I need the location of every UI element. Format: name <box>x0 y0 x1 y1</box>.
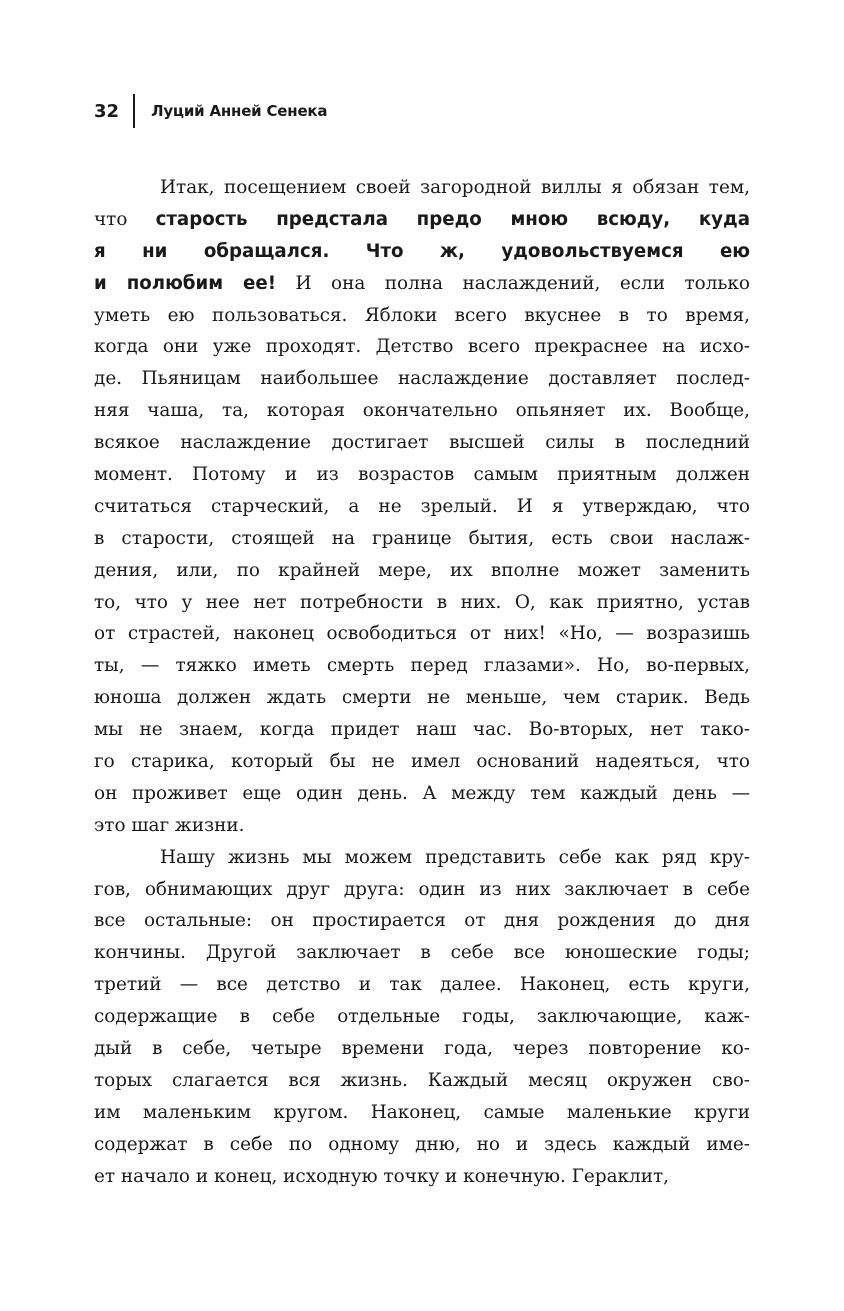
text-line <box>94 969 750 1001</box>
text-run: это шаг жизни. <box>94 814 245 836</box>
text-line <box>94 459 750 491</box>
text-run: кончины. Другой заключает в себе все юношеские годы; <box>94 942 750 964</box>
text-line <box>94 427 750 459</box>
text-run: няя чаша, та, которая окончательно опьяняет их. Вообще, <box>94 400 750 422</box>
text-line <box>94 618 750 650</box>
text-line <box>94 331 750 363</box>
text-line <box>94 682 750 714</box>
text-line <box>94 810 750 842</box>
text-run: го старика, который бы не имел оснований надеяться, что <box>94 751 750 773</box>
text-line <box>94 555 750 587</box>
text-line <box>94 905 750 937</box>
text-run: Итак, посещением своей загородной виллы я обязан тем, <box>160 177 750 198</box>
text-line <box>94 300 750 332</box>
text-run: третий — все детство и так далее. Наконец, есть круги, <box>94 974 750 996</box>
text-line <box>94 650 750 682</box>
paragraph <box>94 172 750 842</box>
running-title: Луций Анней Сенека <box>151 102 328 120</box>
text-run: гов, обнимающих друг друга: один из них заключает в себе <box>94 878 750 900</box>
text-line <box>94 268 750 300</box>
text-run: то, что у нее нет потребности в них. О, как приятно, устав <box>94 591 750 613</box>
text-run: в старости, стоящей на границе бытия, есть свои наслаж- <box>94 527 750 549</box>
text-line <box>94 1129 750 1161</box>
bold-text-run: и полюбим ее! <box>94 272 277 294</box>
text-run: всякое наслаждение достигает высшей силы в последний <box>94 432 750 454</box>
paragraph <box>94 842 750 1193</box>
body-text <box>94 172 750 1193</box>
text-line <box>94 937 750 969</box>
text-run: ет начало и конец, исходную точку и конечную. Гераклит, <box>94 1165 670 1187</box>
text-line <box>94 587 750 619</box>
text-run: уметь ею пользоваться. Яблоки всего вкуснее в то время, <box>94 304 750 326</box>
text-line <box>94 363 750 395</box>
text-run: когда они уже проходят. Детство всего прекраснее на исхо- <box>94 336 750 358</box>
bold-text-run: старость предстала предо мною всюду, куда <box>155 208 750 230</box>
text-run: им маленьким кругом. Наконец, самые маленькие круги <box>94 1101 750 1123</box>
page-number: 32 <box>94 100 120 122</box>
text-line <box>94 1001 750 1033</box>
text-line <box>94 1065 750 1097</box>
text-line <box>94 778 750 810</box>
text-line <box>94 714 750 746</box>
text-run: Нашу жизнь мы можем представить себе как ряд кру- <box>160 846 750 868</box>
text-run: торых слагается вся жизнь. Каждый месяц окружен сво- <box>94 1069 750 1091</box>
text-run: юноша должен ждать смерти не меньше, чем старик. Ведь <box>94 687 750 709</box>
text-line <box>94 236 750 268</box>
text-line <box>94 874 750 906</box>
text-line <box>94 1033 750 1065</box>
text-line <box>94 172 750 204</box>
text-line <box>94 1161 750 1193</box>
text-line <box>94 395 750 427</box>
running-header <box>94 94 327 128</box>
text-run: содержащие в себе отдельные годы, заключающие, каж- <box>94 1006 750 1028</box>
text-run: момент. Потому и из возрастов самым приятным должен <box>94 464 750 486</box>
header-divider <box>133 94 135 128</box>
text-run: от страстей, наконец освободиться от них! «Но, — возразишь <box>94 623 750 645</box>
text-run: И она полна наслаждений, если только <box>276 272 750 294</box>
text-line <box>94 523 750 555</box>
text-run: де. Пьяницам наибольшее наслаждение доставляет послед- <box>94 368 750 390</box>
text-run: ты, — тяжко иметь смерть перед глазами». Но, во-первых, <box>94 655 750 677</box>
text-run: все остальные: он простирается от дня рождения до дня <box>94 910 750 932</box>
text-run: он проживет еще один день. А между тем каждый день — <box>94 782 750 804</box>
text-line <box>94 204 750 236</box>
text-line <box>94 842 750 874</box>
text-run: считаться старческий, а не зрелый. И я утверждаю, что <box>94 495 750 517</box>
text-run: дения, или, по крайней мере, их вполне может заменить <box>94 559 750 581</box>
text-run: дый в себе, четыре времени года, через повторение ко- <box>94 1038 750 1060</box>
text-run: содержат в себе по одному дню, но и здесь каждый име- <box>94 1133 750 1155</box>
text-line <box>94 491 750 523</box>
bold-text-run: я ни обращался. Что ж, удовольствуемся ею <box>94 240 750 262</box>
text-line <box>94 1097 750 1129</box>
text-line <box>94 746 750 778</box>
text-run: что <box>94 208 156 230</box>
text-run: мы не знаем, когда придет наш час. Во-вторых, нет тако- <box>94 719 750 741</box>
